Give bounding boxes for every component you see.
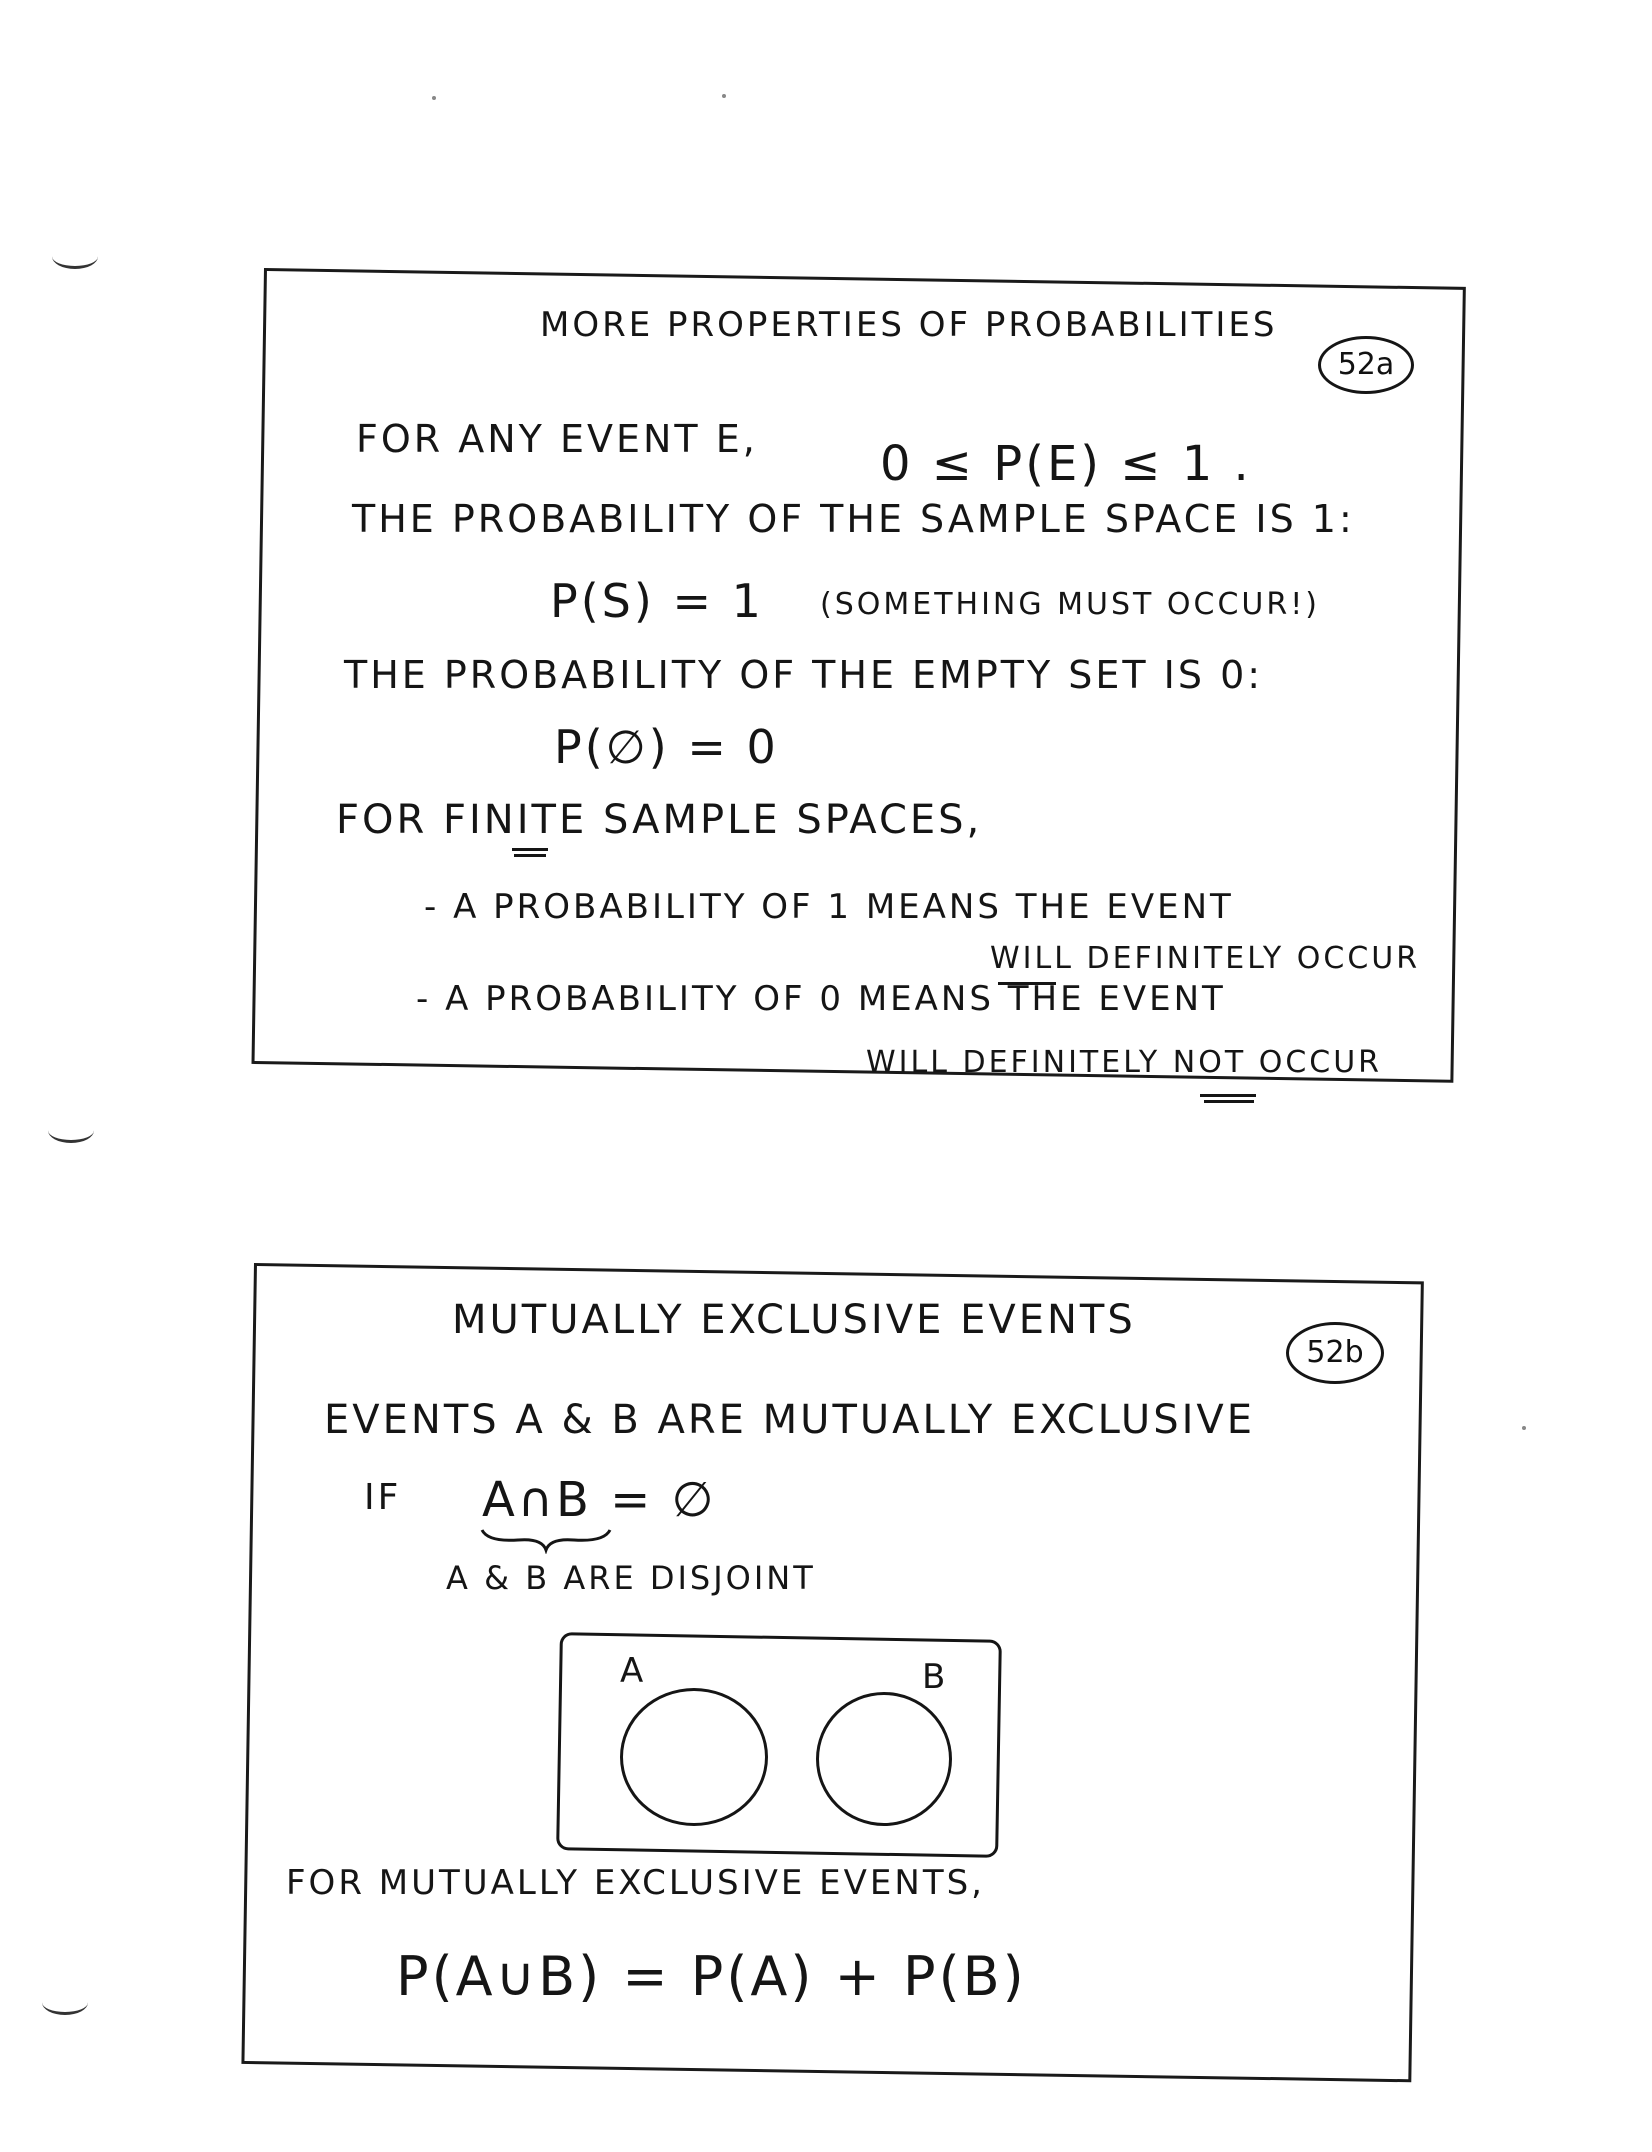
probability-zero-meaning: WILL DEFINITELY NOT OCCUR [866, 1045, 1383, 1080]
event-a-circle [620, 1688, 768, 1826]
not-underline [1200, 1094, 1256, 1097]
finite-sample-spaces-heading: FOR FINITE SAMPLE SPACES, [336, 797, 983, 843]
margin-mark [52, 244, 98, 269]
mutually-exclusive-definition: EVENTS A & B ARE MUTUALLY EXCLUSIVE [324, 1397, 1256, 1443]
venn-label-a: A [620, 1651, 647, 1691]
if-label: IF [364, 1477, 402, 1518]
margin-mark [42, 1990, 88, 2015]
scan-speck [1522, 1426, 1526, 1430]
finite-underline [512, 848, 548, 851]
empty-set-formula: P(∅) = 0 [554, 720, 779, 774]
addition-rule-formula: P(A∪B) = P(A) + P(B) [396, 1945, 1027, 2008]
sample-space-formula: P(S) = 1 [550, 574, 764, 628]
slide-52a-title: MORE PROPERTIES OF PROBABILITIES [540, 305, 1278, 345]
not-underline [1204, 1100, 1254, 1103]
slide-52b-badge: 52b [1286, 1322, 1384, 1384]
slide-52a-badge: 52a [1318, 336, 1414, 394]
margin-mark [48, 1118, 94, 1143]
scan-speck [432, 96, 436, 100]
probability-one-meaning: WILL DEFINITELY OCCUR [990, 941, 1421, 976]
disjoint-note: A & B ARE DISJOINT [446, 1559, 816, 1597]
probability-zero-bullet: - A PROBABILITY OF 0 MEANS THE EVENT [416, 979, 1226, 1019]
something-must-occur-note: (SOMETHING MUST OCCUR!) [820, 587, 1320, 622]
intersection-empty-formula: A∩B = ∅ [482, 1472, 717, 1528]
for-any-event-label: FOR ANY EVENT E, [356, 417, 758, 461]
finite-underline [514, 854, 546, 857]
probability-one-bullet: - A PROBABILITY OF 1 MEANS THE EVENT [424, 887, 1234, 927]
empty-set-statement: THE PROBABILITY OF THE EMPTY SET IS 0: [344, 653, 1264, 697]
event-b-circle [816, 1692, 952, 1826]
slide-52b-title: MUTUALLY EXCLUSIVE EVENTS [452, 1297, 1136, 1343]
brace-under-formula [478, 1526, 614, 1554]
probability-bounds-formula: 0 ≤ P(E) ≤ 1 . [880, 436, 1252, 492]
sample-space-statement: THE PROBABILITY OF THE SAMPLE SPACE IS 1: [352, 497, 1355, 541]
scan-speck [722, 94, 726, 98]
venn-label-b: B [922, 1657, 949, 1697]
mutually-exclusive-rule-heading: FOR MUTUALLY EXCLUSIVE EVENTS, [286, 1863, 985, 1903]
